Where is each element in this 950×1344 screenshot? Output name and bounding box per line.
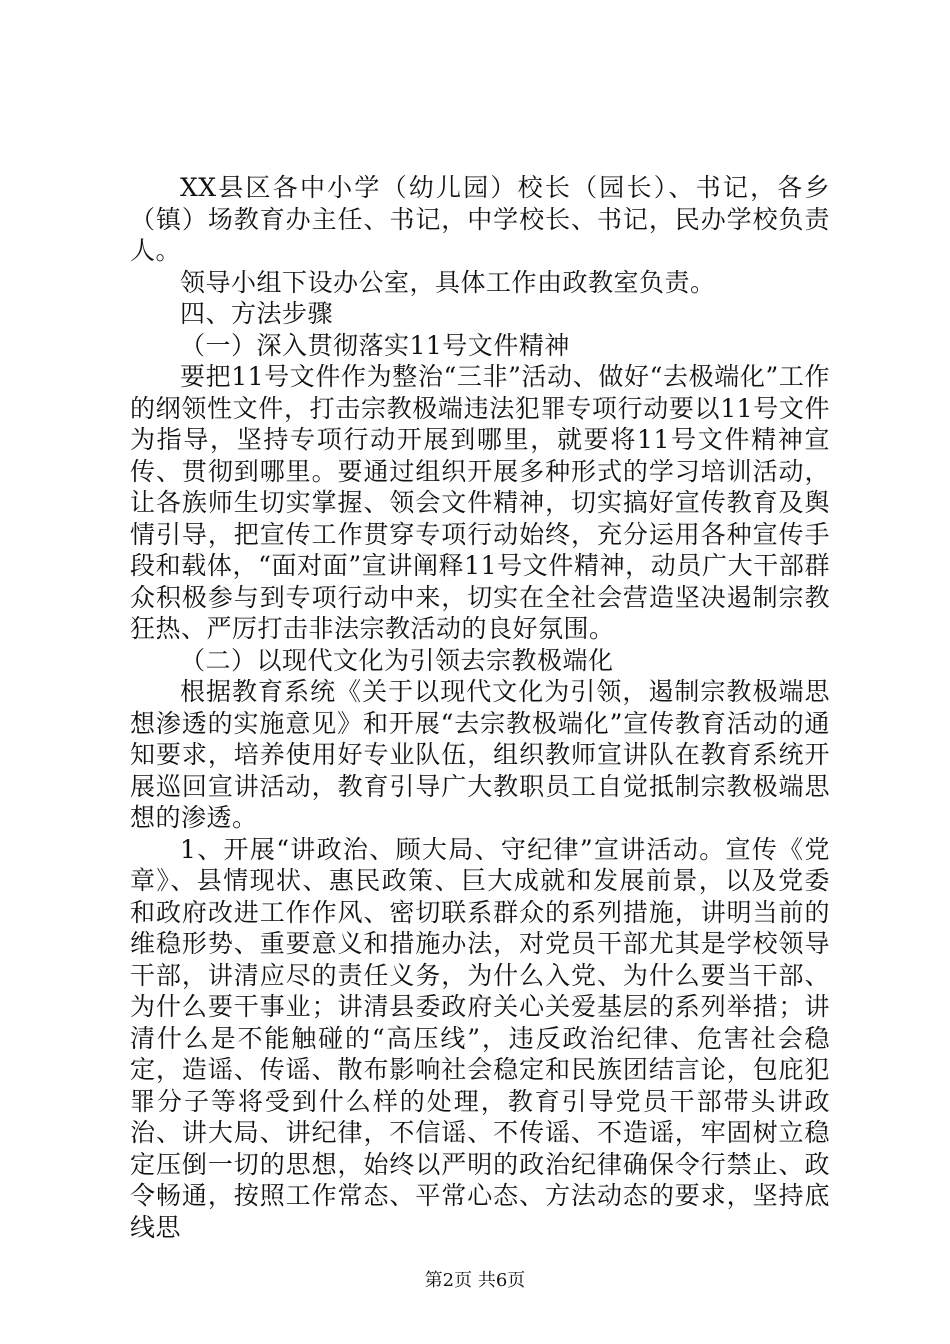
paragraph-office: 领导小组下设办公室，具体工作由政教室负责。	[180, 267, 716, 297]
page-number-footer: 第2页 共6页	[424, 1270, 526, 1291]
paragraph-lecture-activity: 1、开展“讲政治、顾大局、守纪律”宣讲活动。宣传《党章》、县情现状、惠民政策、巨大成就和发展前景，以及党委和政府改进工作作风、密切联系群众的系列措施，讲明当前的维稳形势、重要意义和措施办法，对党员干部尤其是学校领导干部，讲清应尽的责任义务，为什么入党、为什么要当干部、为什么要干事业；讲清县委政府关心关爱基层的系列举措；讲清什么是不能触碰的“高压线”，违反政治纪律、危害社会稳定，造谣、传谣、散布影响社会稳定和民族团结言论，包庇犯罪分子等将受到什么样的处理，教育引导党员干部带头讲政治、讲大局、讲纪律，不信谣、不传谣、不造谣，牢固树立稳定压倒一切的思想，始终以严明的政治纪律确保令行禁止、政令畅通，按照工作常态、平常心态、方法动态的要求，坚持底线思	[130, 834, 830, 1242]
paragraph-addressees: XX县区各中小学（幼儿园）校长（园长）、书记，各乡（镇）场教育办主任、书记，中学校长、书记，民办学校负责人。	[130, 173, 830, 265]
paragraph-document-11: 要把11号文件作为整治“三非”活动、做好“去极端化”工作的纲领性文件，打击宗教极端违法犯罪专项行动要以11号文件为指导，坚持专项行动开展到哪里，就要将11号文件精神宣传、贯彻到哪里。要通过组织开展多种形式的学习培训活动，让各族师生切实掌握、领会文件精神，切实搞好宣传教育及舆情引导，把宣传工作贯穿专项行动始终，充分运用各种宣传手段和载体，“面对面”宣讲阐释11号文件精神，动员广大干部群众积极参与到专项行动中来，切实在全社会营造坚决遏制宗教狂热、严厉打击非法宗教活动的良好氛围。	[130, 362, 830, 643]
paragraph-modern-culture: 根据教育系统《关于以现代文化为引领，遏制宗教极端思想渗透的实施意见》和开展“去宗教极端化”宣传教育活动的通知要求，培养使用好专业队伍，组织教师宣讲队在教育系统开展巡回宣讲活动，教育引导广大教职员工自觉抵制宗教极端思想的渗透。	[130, 677, 830, 832]
subsection-heading-2: （二）以现代文化为引领去宗教极端化	[180, 645, 614, 675]
document-body	[130, 172, 830, 1243]
section-heading-methods: 四、方法步骤	[180, 299, 334, 328]
subsection-heading-1: （一）深入贯彻落实11号文件精神	[180, 330, 570, 360]
